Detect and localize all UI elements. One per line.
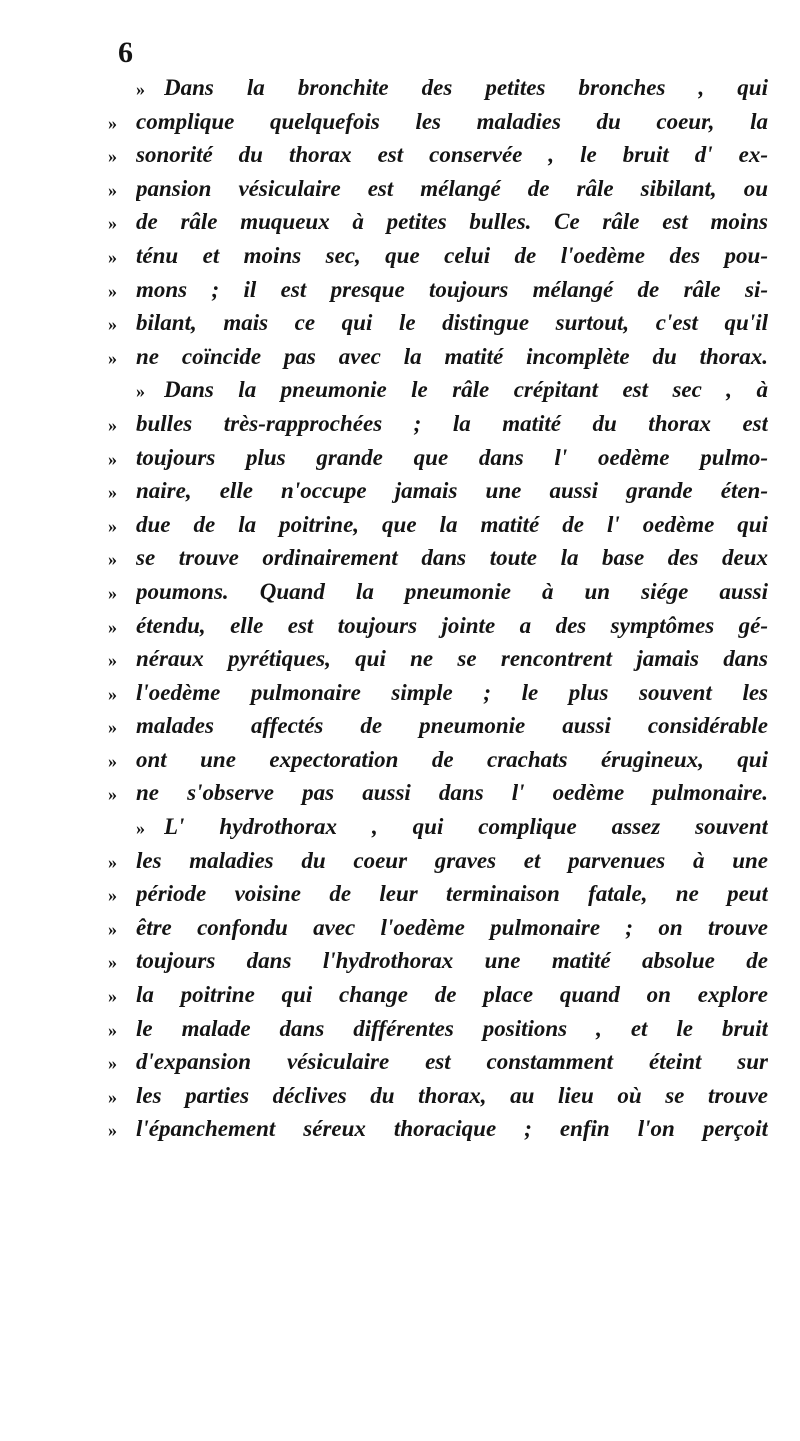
line-text: malades affectés de pneumonie aussi considérable [136, 713, 768, 739]
paragraph-start-line [108, 814, 768, 848]
quotation-mark: » [108, 246, 117, 267]
line-text: de râle muqueux à petites bulles. Ce râle est moins [136, 209, 768, 235]
quotation-mark: » [108, 112, 117, 133]
quotation-mark: » [108, 347, 117, 368]
quotation-mark: » [136, 818, 145, 839]
text-line [108, 512, 768, 546]
line-text: néraux pyrétiques, qui ne se rencontrent jamais dans [136, 646, 768, 672]
quotation-mark: » [108, 1086, 117, 1107]
text-line [108, 1116, 768, 1150]
quotation-mark: » [108, 146, 117, 167]
text-line [108, 881, 768, 915]
text-line [108, 948, 768, 982]
quotation-mark: » [108, 1053, 117, 1074]
line-text: le malade dans différentes positions , et le bruit [136, 1015, 768, 1041]
quotation-mark: » [108, 683, 117, 704]
text-line [108, 1049, 768, 1083]
quotation-mark: » [108, 280, 117, 301]
line-text: d'expansion vésiculaire est constamment éteint sur [136, 1049, 768, 1075]
text-line [108, 848, 768, 882]
quotation-mark: » [108, 650, 117, 671]
text-line [108, 109, 768, 143]
text-line [108, 579, 768, 613]
line-text: les maladies du coeur graves et parvenues à une [136, 847, 768, 873]
line-text: l'oedème pulmonaire simple ; le plus souvent les [136, 679, 768, 705]
text-line [108, 747, 768, 781]
quotation-mark: » [108, 582, 117, 603]
text-line [108, 411, 768, 445]
line-text: naire, elle n'occupe jamais une aussi grande éten- [136, 478, 768, 504]
text-line [108, 176, 768, 210]
quotation-mark: » [108, 1019, 117, 1040]
quotation-mark: » [108, 616, 117, 637]
quotation-mark: » [108, 717, 117, 738]
line-text: bulles très-rapprochées ; la matité du thorax est [136, 410, 768, 436]
line-text: sonorité du thorax est conservée , le bruit d' ex- [136, 142, 768, 168]
text-line [108, 613, 768, 647]
line-text: l'épanchement séreux thoracique ; enfin l'on perçoit [136, 1116, 768, 1142]
quotation-mark: » [108, 448, 117, 469]
text-line [108, 780, 768, 814]
text-line [108, 982, 768, 1016]
line-text: L' hydrothorax , qui complique assez souvent [164, 814, 768, 840]
quotation-mark: » [108, 784, 117, 805]
line-text: pansion vésiculaire est mélangé de râle sibilant, ou [136, 175, 768, 201]
line-text: toujours plus grande que dans l' oedème pulmo- [136, 444, 768, 470]
text-line [108, 478, 768, 512]
line-text: ont une expectoration de crachats érugineux, qui [136, 746, 768, 772]
paragraph-start-line [108, 75, 768, 109]
line-text: ténu et moins sec, que celui de l'oedème des pou- [136, 242, 768, 268]
quotation-mark: » [108, 952, 117, 973]
quotation-mark: » [108, 482, 117, 503]
quotation-mark: » [108, 179, 117, 200]
text-line [108, 344, 768, 378]
line-text: Dans la bronchite des petites bronches , qui [164, 75, 768, 100]
quotation-mark: » [108, 515, 117, 536]
quotation-mark: » [108, 1120, 117, 1141]
text-line [108, 1016, 768, 1050]
quotation-mark: » [136, 381, 145, 402]
quotation-mark: » [108, 314, 117, 335]
line-text: due de la poitrine, que la matité de l' oedème qui [136, 511, 768, 537]
line-text: complique quelquefois les maladies du coeur, la [136, 108, 768, 134]
line-text: bilant, mais ce qui le distingue surtout, c'est qu'il [136, 310, 768, 336]
body-text [108, 75, 768, 1150]
line-text: étendu, elle est toujours jointe a des symptômes gé- [136, 612, 768, 638]
quotation-mark: » [108, 549, 117, 570]
text-line [108, 713, 768, 747]
quotation-mark: » [108, 986, 117, 1007]
quotation-mark: » [108, 885, 117, 906]
line-text: se trouve ordinairement dans toute la base des deux [136, 545, 768, 571]
line-text: poumons. Quand la pneumonie à un siége aussi [136, 578, 768, 604]
line-text: être confondu avec l'oedème pulmonaire ; on trouve [136, 914, 768, 940]
page-number: 6 [118, 36, 133, 69]
quotation-mark: » [108, 918, 117, 939]
text-line [108, 445, 768, 479]
text-line [108, 243, 768, 277]
line-text: ne coïncide pas avec la matité incomplète du thorax. [136, 343, 768, 369]
quotation-mark: » [136, 79, 145, 99]
quotation-mark: » [108, 414, 117, 435]
paragraph-start-line [108, 377, 768, 411]
text-line [108, 277, 768, 311]
text-line [108, 142, 768, 176]
text-line [108, 209, 768, 243]
text-line [108, 545, 768, 579]
quotation-mark: » [108, 750, 117, 771]
text-line [108, 915, 768, 949]
line-text: Dans la pneumonie le râle crépitant est sec , à [164, 377, 768, 403]
quotation-mark: » [108, 851, 117, 872]
line-text: période voisine de leur terminaison fatale, ne peut [136, 881, 768, 907]
line-text: toujours dans l'hydrothorax une matité absolue de [136, 948, 768, 974]
quotation-mark: » [108, 213, 117, 234]
line-text: la poitrine qui change de place quand on explore [136, 982, 768, 1008]
text-line [108, 1083, 768, 1117]
text-line [108, 646, 768, 680]
line-text: mons ; il est presque toujours mélangé de râle si- [136, 276, 768, 302]
text-line [108, 680, 768, 714]
line-text: ne s'observe pas aussi dans l' oedème pulmonaire. [136, 780, 768, 806]
line-text: les parties déclives du thorax, au lieu où se trouve [136, 1082, 768, 1108]
text-line [108, 310, 768, 344]
